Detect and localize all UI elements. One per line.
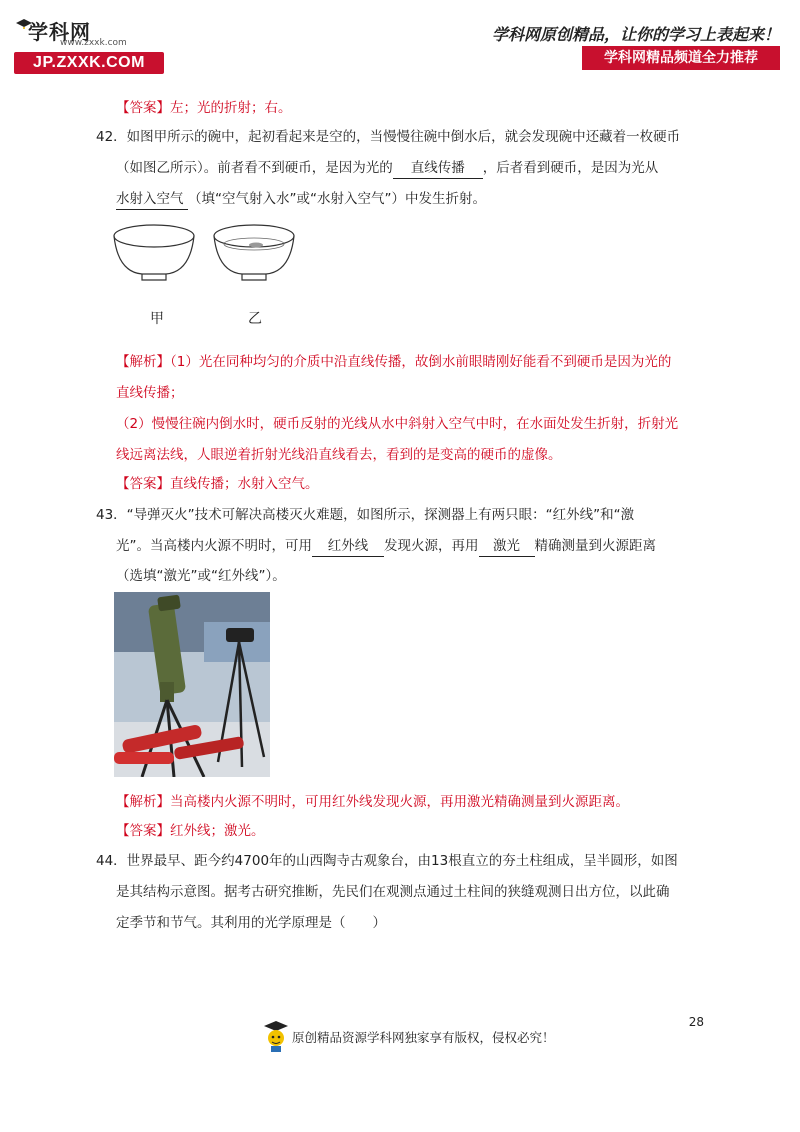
figure-caption-jia: 甲 <box>150 311 164 327</box>
q42-line-1: 42．如图甲所示的碗中，起初看起来是空的，当慢慢往碗中倒水后，就会发现碗中还藏着一枚硬币 <box>96 129 681 145</box>
answer-tag: 【答案】 <box>116 823 170 839</box>
coin-icon <box>249 243 263 248</box>
q43-answer <box>116 821 716 841</box>
q42-text: （填“空气射入水”或“水射入空气”）中发生折射。 <box>188 191 486 207</box>
analysis-text: 当高楼内火源不明时，可用红外线发现火源，再用激光精确测量到火源距离。 <box>170 794 629 810</box>
q43-line-2 <box>116 536 716 557</box>
header-banner: 学科网精品频道全力推荐 <box>582 46 780 70</box>
q43-line-1: 43．“导弹灭火”技术可解决高楼灭火难题，如图所示，探测器上有两只眼：“红外线”和“激 <box>96 507 635 523</box>
analysis-tag: 【解析】 <box>116 354 170 370</box>
q43-analysis <box>116 792 716 812</box>
q42-analysis-1 <box>116 352 716 372</box>
q43-line-3: （选填“激光”或“红外线”）。 <box>116 568 286 584</box>
answer-tag: 【答案】 <box>116 100 170 116</box>
analysis-tag: 【解析】 <box>116 794 170 810</box>
q42-line-2 <box>116 158 716 179</box>
q44-line-3: 定季节和节气。其利用的光学原理是（ ） <box>116 915 386 931</box>
q42-analysis-3: （2）慢慢往碗内倒水时，硬币反射的光线从水中斜射入空气中时，在水面处发生折射，折射光 <box>116 416 679 432</box>
header-slogan: 学科网原创精品，让你的学习上表起来！ <box>491 25 780 44</box>
bowl-empty-figure <box>112 222 196 284</box>
figure-caption-yi: 乙 <box>248 311 262 327</box>
q43-blank-1: 红外线 <box>312 536 384 557</box>
page-number: 28 <box>688 1015 704 1029</box>
q43-text: 精确测量到火源距离 <box>534 538 656 554</box>
q44-line-2: 是其结构示意图。据考古研究推断，先民们在观测点通过土柱间的狭缝观测日出方位，以此确 <box>116 884 670 900</box>
q43-blank-2: 激光 <box>479 536 535 557</box>
q42-text: （如图乙所示）。前者看不到硬币，是因为光的 <box>116 160 393 176</box>
answer-text: 直线传播；水射入空气。 <box>170 476 319 492</box>
q43-text: 光”。当高楼内火源不明时，可用 <box>116 538 312 554</box>
fire-missile-launcher-photo <box>114 592 270 777</box>
logo-name: 学科网 <box>28 20 91 44</box>
q42-analysis-4: 线远离法线，人眼逆着折射光线沿直线看去，看到的是变高的硬币的虚像。 <box>116 447 562 463</box>
q42-text: ，后者看到硬币，是因为光从 <box>482 160 659 176</box>
answer-text: 红外线；激光。 <box>170 823 265 839</box>
footer-copyright: 原创精品资源学科网独家享有版权，侵权必究！ <box>292 1030 555 1045</box>
q44-line-1: 44．世界最早、距今约4700年的山西陶寺古观象台，由13根直立的夯土柱组成，呈半圆形，如图 <box>96 853 678 869</box>
logo-url-badge[interactable]: JP.ZXXK.COM <box>14 52 164 74</box>
q42-blank-2: 水射入空气 <box>116 189 188 210</box>
q42-analysis-2: 直线传播； <box>116 385 184 401</box>
q42-answer <box>116 474 716 494</box>
q43-text: 发现火源，再用 <box>384 538 479 554</box>
logo-subtitle: www.zxxk.com <box>60 38 127 48</box>
q42-blank-1: 直线传播 <box>393 158 483 179</box>
answer-text: 左；光的折射；右。 <box>170 100 292 116</box>
analysis-text: （1）光在同种均匀的介质中沿直线传播，故倒水前眼睛刚好能看不到硬币是因为光的 <box>170 354 672 370</box>
mascot-icon <box>262 1019 290 1053</box>
q42-line-3 <box>116 189 716 210</box>
bowl-water-figure <box>212 222 296 284</box>
q41-answer <box>116 98 716 118</box>
answer-tag: 【答案】 <box>116 476 170 492</box>
